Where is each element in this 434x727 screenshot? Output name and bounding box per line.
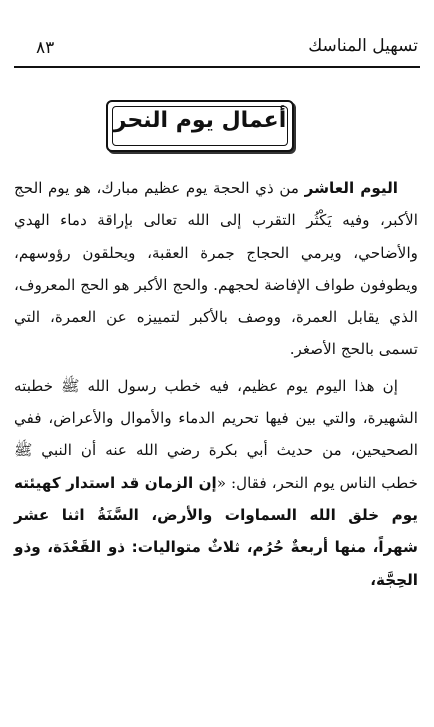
section-title: أعمال يوم النحر xyxy=(113,108,287,133)
page-number: ٨٣ xyxy=(36,38,55,58)
paragraph-1-lead: اليوم العاشر xyxy=(304,179,398,197)
paragraph-1 xyxy=(14,172,418,366)
body-text xyxy=(14,172,418,596)
paragraph-2 xyxy=(14,370,418,596)
paragraph-1-text: من ذي الحجة يوم عظيم مبارك، هو يوم الحج الأكبر، وفيه يَكْثُر التقرب إلى الله تعالى بإراقة دماء الهدي والأضاحي، ويرمي الحجاج جمرة العقبة، ويحلقون رؤوسهم، ويطوفون طواف الإفاضة لحجهم. والحج الأكبر هو الحج المعروف، الذي يقابل العمرة، ووصف بالأكبر لتمييزه عن العمرة، التي تسمى بالحج الأصغر. xyxy=(14,179,418,359)
running-header xyxy=(14,36,420,68)
paragraph-2-text: إن هذا اليوم يوم عظيم، فيه خطب رسول الله ﷺ خطبته الشهيرة، والتي بين فيها تحريم الدماء والأموال والأعراض، ففي الصحيحين، من حديث أبي بكرة رضي الله عنه أن النبي ﷺ خطب الناس يوم النحر، فقال: « xyxy=(14,376,418,492)
hadith-quote: إن الزمان قد استدار كهيئته يوم خلق الله السماوات والأرض، السَّنَةُ اثنا عشر شهراً، منها أربعةٌ حُرُم، ثلاثٌ متواليات: ذو القَعْدَة، وذو الحِجَّة، xyxy=(14,473,418,589)
running-title: تسهيل المناسك xyxy=(308,36,418,56)
section-title-frame xyxy=(106,100,294,152)
